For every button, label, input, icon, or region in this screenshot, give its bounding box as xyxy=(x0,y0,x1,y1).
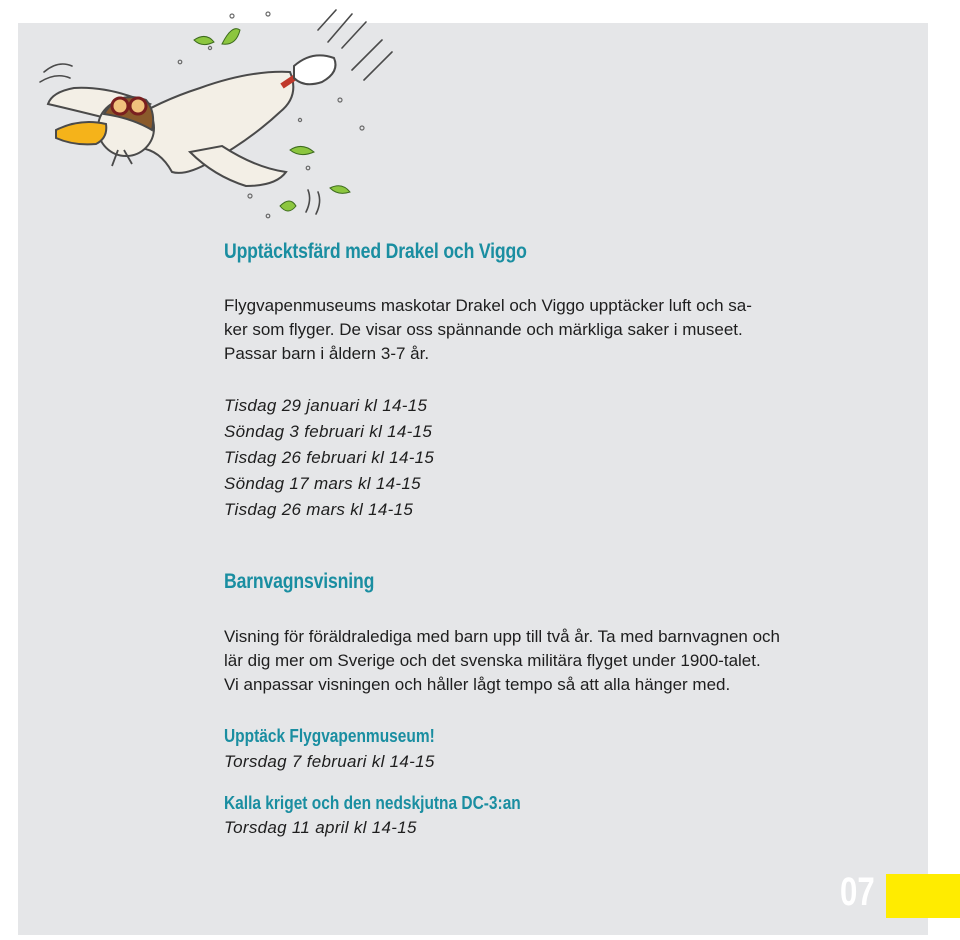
section-description-drakel-viggo xyxy=(224,294,752,366)
date-kalla-kriget: Torsdag 11 april kl 14-15 xyxy=(224,818,417,837)
date-item: Tisdag 26 mars kl 14-15 xyxy=(224,500,414,519)
description-line: lär dig mer om Sverige och det svenska militära flyget under 1900-talet. xyxy=(224,651,761,670)
date-item: Söndag 17 mars kl 14-15 xyxy=(224,474,421,493)
date-list-drakel-viggo xyxy=(224,393,434,523)
page-number: 07 xyxy=(840,870,875,914)
section-title-barnvagnsvisning: Barnvagnsvisning xyxy=(224,570,375,593)
page-tab xyxy=(886,874,960,918)
section-title-upptack-flygvapenmuseum: Upptäck Flygvapenmuseum! xyxy=(224,726,435,746)
section-description-barnvagnsvisning xyxy=(224,625,780,697)
description-line: Vi anpassar visningen och håller lågt tempo så att alla hänger med. xyxy=(224,675,731,694)
description-line: Passar barn i åldern 3-7 år. xyxy=(224,344,430,363)
date-upptack-flygvapenmuseum: Torsdag 7 februari kl 14-15 xyxy=(224,752,435,771)
date-item: Tisdag 29 januari kl 14-15 xyxy=(224,396,428,415)
description-line: ker som flyger. De visar oss spännande och märkliga saker i museet. xyxy=(224,320,743,339)
date-item: Tisdag 26 februari kl 14-15 xyxy=(224,448,435,467)
description-line: Visning för föräldralediga med barn upp till två år. Ta med barnvagnen och xyxy=(224,627,780,646)
section-title-drakel-viggo: Upptäcktsfärd med Drakel och Viggo xyxy=(224,240,527,263)
section-title-kalla-kriget: Kalla kriget och den nedskjutna DC-3:an xyxy=(224,793,521,813)
description-line: Flygvapenmuseums maskotar Drakel och Viggo upptäcker luft och sa- xyxy=(224,296,752,315)
date-item: Söndag 3 februari kl 14-15 xyxy=(224,422,433,441)
